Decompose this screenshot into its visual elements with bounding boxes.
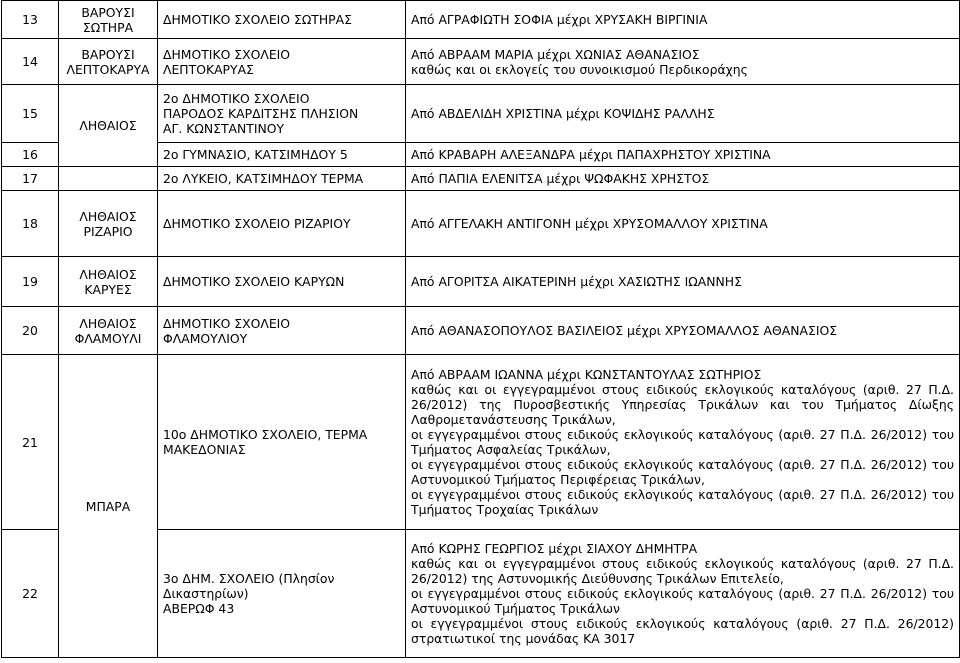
row-number xyxy=(2,191,59,257)
voter-range: Από ΑΘΑΝΑΣΟΠΟΥΛΟΣ ΒΑΣΙΛΕΙΟΣ μέχρι ΧΡΥΣΟΜΑΛΛΟΣ ΑΘΑΝΑΣΙΟΣ xyxy=(411,323,838,338)
row-number-text: 22 xyxy=(22,586,38,601)
table-row xyxy=(2,191,960,257)
row-number xyxy=(2,307,59,355)
school-cell xyxy=(158,307,406,355)
voters-cell xyxy=(406,1,960,39)
voters-cell xyxy=(406,307,960,355)
table-row xyxy=(2,355,960,530)
voter-range: Από ΑΓΟΡΙΤΣΑ ΑΙΚΑΤΕΡΙΝΗ μέχρι ΧΑΣΙΩΤΗΣ ΙΩΑΝΝΗΣ xyxy=(411,274,742,289)
table-row xyxy=(2,257,960,307)
voters-cell xyxy=(406,167,960,191)
area-cell xyxy=(59,307,158,355)
table-row xyxy=(2,85,960,143)
area-cell xyxy=(59,191,158,257)
area-name: ΛΗΘΑΙΟΣ ΚΑΡΥΕΣ xyxy=(79,266,137,297)
voter-range: Από ΑΒΡΑΑΜ ΜΑΡΙΑ μέχρι ΧΩΝΙΑΣ ΑΘΑΝΑΣΙΟΣ καθώς και οι εκλογείς του συνοικισμού Περδικοράχης xyxy=(411,46,748,77)
area-name: ΜΠΑΡΑ xyxy=(85,498,131,514)
school-name: 3ο ΔΗΜ. ΣΧΟΛΕΙΟ (Πλησίον Δικαστηρίων) ΑΒΕΡΩΦ 43 xyxy=(163,571,335,616)
voters-cell xyxy=(406,257,960,307)
voters-cell xyxy=(406,191,960,257)
row-number xyxy=(2,530,59,658)
area-cell xyxy=(59,167,158,191)
row-number xyxy=(2,143,59,167)
area-name: ΛΗΘΑΙΟΣ xyxy=(79,118,137,133)
voter-range: Από ΑΒΡΑΑΜ ΙΩΑΝΝΑ μέχρι ΚΩΝΣΤΑΝΤΟΥΛΑΣ ΣΩΤΗΡΙΟΣ καθώς και οι εγγεγραμμένοι στους ειδικούς εκλογικούς καταλόγους (αριθ. 27 Π.Δ. 26/2012) της Πυροσβεστικής Υπηρεσίας Τρικάλων και του Τμήματος Δίωξης Λαθρομετανάστευσης Τρικάλων, οι εγγεγραμμένοι στους ειδικούς εκλογικούς καταλόγους (αριθ. 27 Π.Δ. 26/2012) του Τμήματος Ασφαλείας Τρικάλων, οι εγγεγραμμένοι στους ειδικούς εκλογικούς καταλόγους (αριθ. 27 Π.Δ. 26/2012) του Αστυνομικού Τμήματος Περιφέρειας Τρικάλων, οι εγγεγραμμένοι στους ειδικούς εκλογικούς καταλόγους (αριθ. 27 Π.Δ. 26/2012) του Τμήματος Τροχαίας Τρικάλων xyxy=(411,367,954,517)
voters-cell xyxy=(406,85,960,143)
voters-cell xyxy=(406,143,960,167)
school-cell xyxy=(158,39,406,85)
area-name: ΛΗΘΑΙΟΣ ΦΛΑΜΟΥΛΙ xyxy=(74,315,142,346)
school-cell xyxy=(158,191,406,257)
voter-range: Από ΚΡΑΒΑΡΗ ΑΛΕΞΑΝΔΡΑ μέχρι ΠΑΠΑΧΡΗΣΤΟΥ ΧΡΙΣΤΙΝΑ xyxy=(411,147,771,162)
row-number xyxy=(2,167,59,191)
table-row xyxy=(2,1,960,39)
voters-cell xyxy=(406,355,960,530)
school-name: ΔΗΜΟΤΙΚΟ ΣΧΟΛΕΙΟ ΦΛΑΜΟΥΛΙΟΥ xyxy=(163,315,291,346)
area-cell xyxy=(59,1,158,39)
school-name: ΔΗΜΟΤΙΚΟ ΣΧΟΛΕΙΟ ΣΩΤΗΡΑΣ xyxy=(163,12,352,27)
school-name: ΔΗΜΟΤΙΚΟ ΣΧΟΛΕΙΟ ΛΕΠΤΟΚΑΡΥΑΣ xyxy=(163,46,291,77)
school-cell xyxy=(158,167,406,191)
school-cell xyxy=(158,1,406,39)
row-number-text: 18 xyxy=(22,216,38,231)
school-name: 2ο ΛΥΚΕΙΟ, ΚΑΤΣΙΜΗΔΟΥ ΤΕΡΜΑ xyxy=(163,171,364,186)
school-name: 2ο ΓΥΜΝΑΣΙΟ, ΚΑΤΣΙΜΗΔΟΥ 5 xyxy=(163,147,348,162)
row-number-text: 20 xyxy=(22,323,38,338)
voter-range: Από ΑΓΓΕΛΑΚΗ ΑΝΤΙΓΟΝΗ μέχρι ΧΡΥΣΟΜΑΛΛΟΥ ΧΡΙΣΤΙΝΑ xyxy=(411,216,768,231)
area-name: ΒΑΡΟΥΣΙ ΣΩΤΗΡΑ xyxy=(81,4,135,35)
row-number-text: 14 xyxy=(22,54,38,69)
row-number-text: 17 xyxy=(22,171,38,186)
row-number xyxy=(2,355,59,530)
table-row xyxy=(2,39,960,85)
school-name: 2ο ΔΗΜΟΤΙΚΟ ΣΧΟΛΕΙΟ ΠΑΡΟΔΟΣ ΚΑΡΔΙΤΣΗΣ ΠΛΗΣΙΟΝ ΑΓ. ΚΩΝΣΤΑΝΤΙΝΟΥ xyxy=(163,91,359,136)
row-number xyxy=(2,39,59,85)
school-name: ΔΗΜΟΤΙΚΟ ΣΧΟΛΕΙΟ ΚΑΡΥΩΝ xyxy=(163,274,345,289)
area-name: ΛΗΘΑΙΟΣ ΡΙΖΑΡΙΟ xyxy=(79,208,137,239)
school-cell xyxy=(158,257,406,307)
voter-range: Από ΑΓΡΑΦΙΩΤΗ ΣΟΦΙΑ μέχρι ΧΡΥΣΑΚΗ ΒΙΡΓΙΝΙΑ xyxy=(411,12,708,27)
polling-stations-table xyxy=(1,0,960,658)
row-number xyxy=(2,1,59,39)
voter-range: Από ΑΒΔΕΛΙΔΗ ΧΡΙΣΤΙΝΑ μέχρι ΚΟΨΙΔΗΣ ΡΑΛΛΗΣ xyxy=(411,106,715,121)
table-row xyxy=(2,167,960,191)
area-cell xyxy=(59,39,158,85)
area-cell xyxy=(59,355,158,658)
voter-range: Από ΠΑΠΙΑ ΕΛΕΝΙΤΣΑ μέχρι ΨΩΦΑΚΗΣ ΧΡΗΣΤΟΣ xyxy=(411,171,710,186)
area-cell xyxy=(59,85,158,167)
row-number xyxy=(2,257,59,307)
row-number-text: 13 xyxy=(22,12,38,27)
row-number-text: 16 xyxy=(22,147,38,162)
school-name: ΔΗΜΟΤΙΚΟ ΣΧΟΛΕΙΟ ΡΙΖΑΡΙΟΥ xyxy=(163,216,351,231)
school-name: 10ο ΔΗΜΟΤΙΚΟ ΣΧΟΛΕΙΟ, ΤΕΡΜΑ ΜΑΚΕΔΟΝΙΑΣ xyxy=(163,427,368,457)
voter-range: Από ΚΩΡΗΣ ΓΕΩΡΓΙΟΣ μέχρι ΣΙΑΧΟΥ ΔΗΜΗΤΡΑ καθώς και οι εγγεγραμμένοι στους ειδικούς εκλογικούς καταλόγους (αριθ. 27 Π.Δ. 26/2012) της Αστυνομικής Διεύθυνσης Τρικάλων Επιτελείο, οι εγγεγραμμένοι στους ειδικούς εκλογικούς καταλόγους (αριθ. 27 Π.Δ. 26/2012) του Αστυνομικού Τμήματος Τρικάλων οι εγγεγραμμένοι στους ειδικούς εκλογικούς καταλόγους (αριθ. 27 Π.Δ. 26/2012) στρατιωτικοί της μονάδας ΚΑ 3017 xyxy=(411,541,954,646)
row-number-text: 15 xyxy=(22,106,38,121)
voters-cell xyxy=(406,39,960,85)
row-number-text: 19 xyxy=(22,274,38,289)
row-number-text: 21 xyxy=(22,434,38,450)
area-cell xyxy=(59,257,158,307)
school-cell xyxy=(158,85,406,143)
area-name: ΒΑΡΟΥΣΙ ΛΕΠΤΟΚΑΡΥΑ xyxy=(66,46,150,77)
school-cell xyxy=(158,355,406,530)
school-cell xyxy=(158,530,406,658)
school-cell xyxy=(158,143,406,167)
row-number xyxy=(2,85,59,143)
voters-cell xyxy=(406,530,960,658)
table-row xyxy=(2,307,960,355)
